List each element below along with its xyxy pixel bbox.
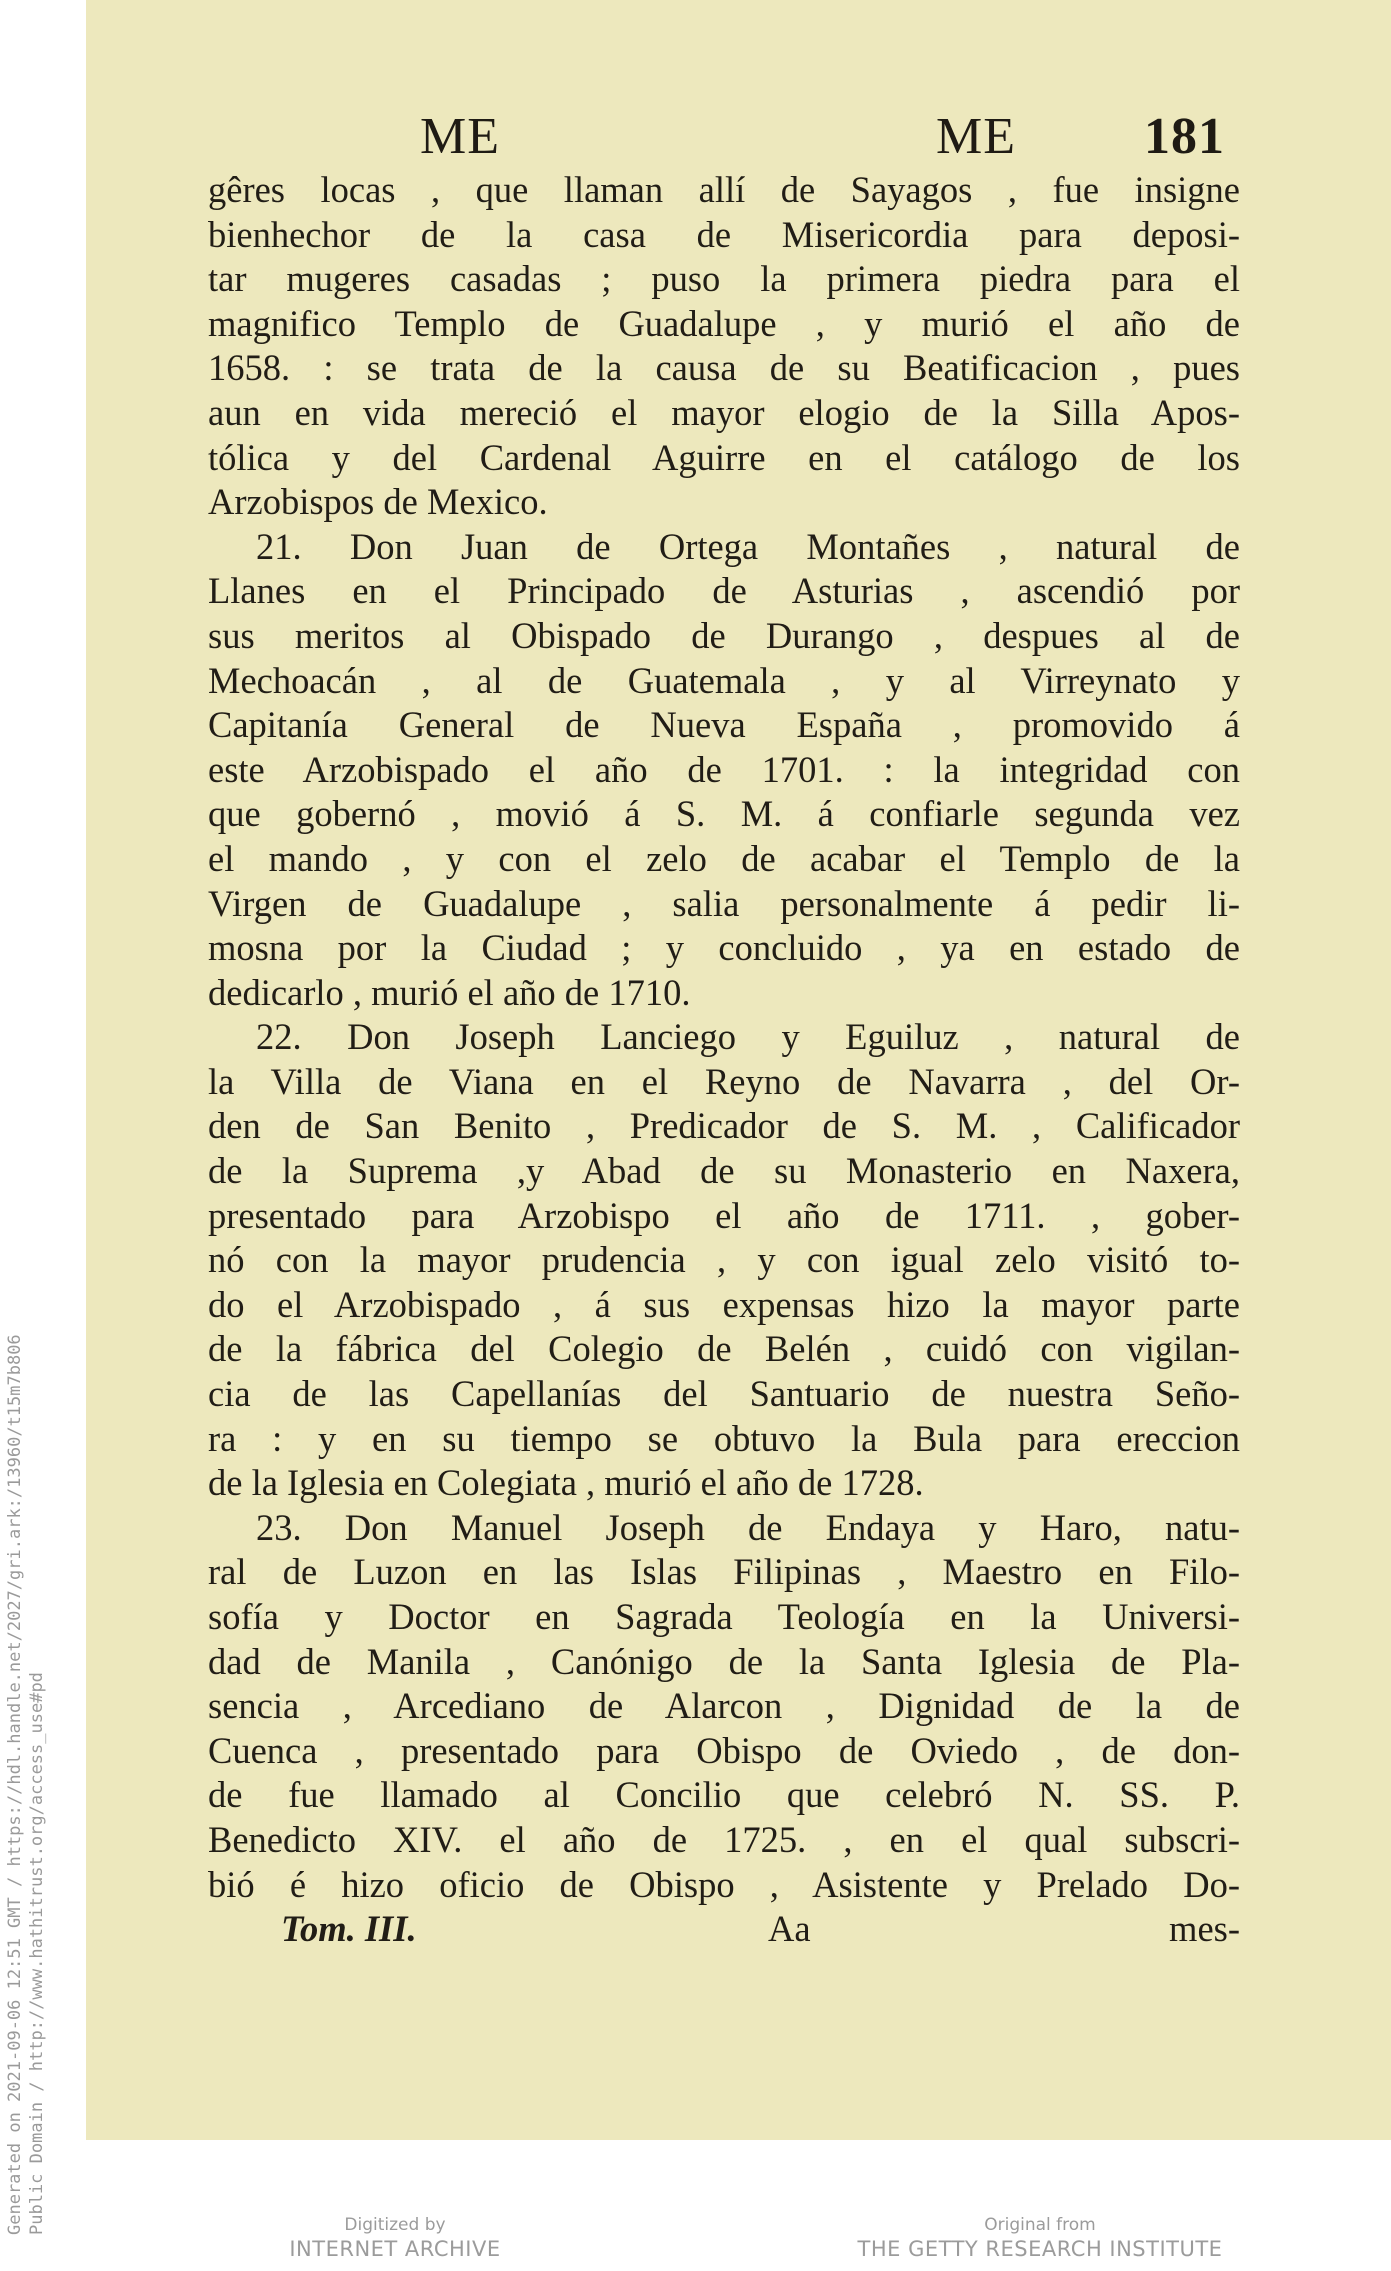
getty-institute-label: THE GETTY RESEARCH INSTITUTE [857, 2237, 1223, 2261]
digitized-by-label: Digitized by [344, 2215, 446, 2235]
text-line: bienhechor de la casa de Misericordia para deposi- [208, 213, 1240, 255]
text-line: ral de Luzon en las Islas Filipinas , Maestro en Filo- [208, 1551, 1240, 1593]
volume-label: Tom. III. [281, 1908, 417, 1950]
text-line: sus meritos al Obispado de Durango , despues al de [208, 614, 1240, 656]
text-line: dad de Manila , Canónigo de la Santa Iglesia de Pla- [208, 1640, 1240, 1682]
text-line: presentado para Arzobispo el año de 1711. , gober- [208, 1194, 1240, 1236]
text-line: bió é hizo oficio de Obispo , Asistente y Prelado Do- [208, 1863, 1240, 1905]
text-line: Benedicto XIV. el año de 1725. , en el qual subscri- [208, 1818, 1240, 1860]
text-line: Virgen de Guadalupe , salia personalmente á pedir li- [208, 882, 1240, 924]
text-line: Arzobispos de Mexico. [208, 481, 548, 523]
catchword: mes- [1169, 1908, 1240, 1950]
original-from-credit [840, 2214, 1240, 2262]
text-line: magnifico Templo de Guadalupe , y murió el año de [208, 302, 1240, 344]
text-line: que gobernó , movió á S. M. á confiarle segunda vez [208, 793, 1240, 835]
text-line: mosna por la Ciudad ; y concluido , ya en estado de [208, 927, 1240, 969]
text-line: dedicarlo , murió el año de 1710. [208, 971, 691, 1013]
text-line: cia de las Capellanías del Santuario de nuestra Seño- [208, 1373, 1240, 1415]
text-line: la Villa de Viana en el Reyno de Navarra , del Or- [208, 1060, 1240, 1102]
text-line: tólica y del Cardenal Aguirre en el catálogo de los [208, 436, 1240, 478]
text-line: Llanes en el Principado de Asturias , ascendió por [208, 570, 1240, 612]
side-note [4, 1085, 48, 2235]
text-line: Mechoacán , al de Guatemala , y al Virreynato y [208, 659, 1240, 701]
text-line: tar mugeres casadas ; puso la primera piedra para el [208, 258, 1240, 300]
text-line: 1658. : se trata de la causa de su Beatificacion , pues [208, 347, 1240, 389]
page-footer [208, 1907, 1240, 1953]
text-line: ra : y en su tiempo se obtuvo la Bula para ereccion [208, 1417, 1240, 1459]
text-line: este Arzobispado el año de 1701. : la integridad con [208, 748, 1240, 790]
side-note-line-1: Generated on 2021-09-06 12:51 GMT / https://hdl.handle.net/2027/gri.ark:/13960/t15m7b806 [5, 1334, 25, 2235]
text-line: den de San Benito , Predicador de S. M. , Calificador [208, 1105, 1240, 1147]
text-line: Capitanía General de Nueva España , promovido á [208, 704, 1240, 746]
page-number: 181 [1144, 108, 1225, 165]
internet-archive-label: INTERNET ARCHIVE [289, 2237, 501, 2261]
page-header [0, 102, 1391, 172]
side-note-line-2: Public Domain / http://www.hathitrust.org/access_use#pd [27, 1672, 47, 2235]
header-center-guide-word: ME [936, 108, 1016, 165]
text-line: Cuenca , presentado para Obispo de Oviedo , de don- [208, 1729, 1240, 1771]
text-line: el mando , y con el zelo de acabar el Templo de la [208, 837, 1240, 879]
text-line: de la Iglesia en Colegiata , murió el año de 1728. [208, 1462, 924, 1504]
text-line: do el Arzobispado , á sus expensas hizo la mayor parte [208, 1283, 1240, 1325]
original-from-label: Original from [984, 2215, 1096, 2235]
text-line: aun en vida mereció el mayor elogio de la Silla Apos- [208, 391, 1240, 433]
text-line: de fue llamado al Concilio que celebró N. SS. P. [208, 1774, 1240, 1816]
text-line: sencia , Arcediano de Alarcon , Dignidad de la de [208, 1685, 1240, 1727]
text-line: de la Suprema ,y Abad de su Monasterio en Naxera, [208, 1150, 1240, 1192]
text-line: sofía y Doctor en Sagrada Teología en la Universi- [208, 1596, 1240, 1637]
text-line: de la fábrica del Colegio de Belén , cuidó con vigilan- [208, 1328, 1240, 1370]
text-line: gêres locas , que llaman allí de Sayagos , fue insigne [208, 169, 1240, 210]
text-line: 22. Don Joseph Lanciego y Eguiluz , natural de [256, 1016, 1240, 1058]
text-line: nó con la mayor prudencia , y con igual zelo visitó to- [208, 1239, 1240, 1281]
text-line: 23. Don Manuel Joseph de Endaya y Haro, natu- [256, 1506, 1240, 1548]
digitized-by-credit [230, 2214, 560, 2262]
body-text [208, 168, 1240, 1953]
signature-mark: Aa [768, 1908, 811, 1950]
text-line: 21. Don Juan de Ortega Montañes , natural de [256, 525, 1240, 567]
header-left-guide-word: ME [420, 108, 500, 165]
